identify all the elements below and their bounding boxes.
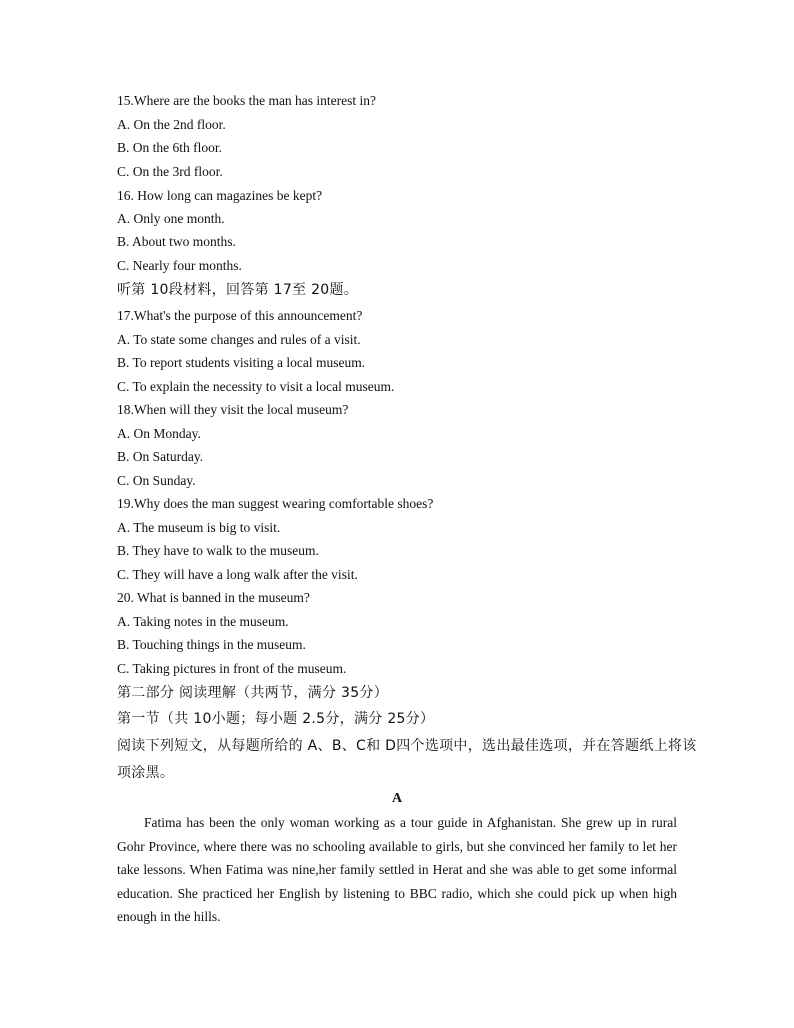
- passage-title: A: [391, 791, 403, 806]
- question-19: 19.Why does the man suggest wearing comfortable shoes?: [117, 496, 434, 511]
- q20-option-a: A. Taking notes in the museum.: [117, 614, 289, 629]
- question-15: 15.Where are the books the man has interest in?: [117, 93, 377, 108]
- q16-option-b: B. About two months.: [117, 234, 236, 249]
- passage-paragraph: Fatima has been the only woman working as a tour guide in Afghanistan. She grew up in rural Gohr Province, where there was no schooling available to girls, but she convinced her family to let her take lessons. When Fatima was nine,her family settled in Herat and she was able to get some informal education. She practiced her English by listening to BBC radio, which she could pick up when high enough in the hills.: [117, 815, 677, 925]
- q18-option-b: B. On Saturday.: [117, 449, 204, 464]
- q16-option-a: A. Only one month.: [117, 211, 225, 226]
- question-20: 20. What is banned in the museum?: [117, 590, 310, 605]
- q15-option-a: A. On the 2nd floor.: [117, 117, 226, 132]
- q17-option-b: B. To report students visiting a local museum.: [117, 355, 366, 370]
- section1-heading: 第一节（共 10小题；每小题 2.5分，满分 25分）: [117, 711, 435, 727]
- reading-instruction-line1: 阅读下列短文，从每题所给的 A、B、C和 D四个选项中，选出最佳选项，并在答题纸上将该: [117, 738, 697, 754]
- question-18: 18.When will they visit the local museum?: [117, 402, 349, 417]
- q16-option-c: C. Nearly four months.: [117, 258, 242, 273]
- q19-option-b: B. They have to walk to the museum.: [117, 543, 319, 558]
- q18-option-a: A. On Monday.: [117, 426, 201, 441]
- q20-option-c: C. Taking pictures in front of the museum.: [117, 661, 347, 676]
- question-16: 16. How long can magazines be kept?: [117, 188, 323, 203]
- q19-option-a: A. The museum is big to visit.: [117, 520, 281, 535]
- q20-option-b: B. Touching things in the museum.: [117, 637, 306, 652]
- question-17: 17.What's the purpose of this announcement?: [117, 308, 363, 323]
- q17-option-c: C. To explain the necessity to visit a local museum.: [117, 379, 395, 394]
- q17-option-a: A. To state some changes and rules of a visit.: [117, 332, 361, 347]
- q19-option-c: C. They will have a long walk after the visit.: [117, 567, 358, 582]
- q15-option-c: C. On the 3rd floor.: [117, 164, 223, 179]
- listening-instruction: 听第 10段材料，回答第 17至 20题。: [117, 282, 359, 298]
- q18-option-c: C. On Sunday.: [117, 473, 196, 488]
- part2-heading: 第二部分 阅读理解（共两节，满分 35分）: [117, 685, 389, 701]
- q15-option-b: B. On the 6th floor.: [117, 140, 222, 155]
- reading-instruction-line2: 项涂黑。: [117, 765, 175, 781]
